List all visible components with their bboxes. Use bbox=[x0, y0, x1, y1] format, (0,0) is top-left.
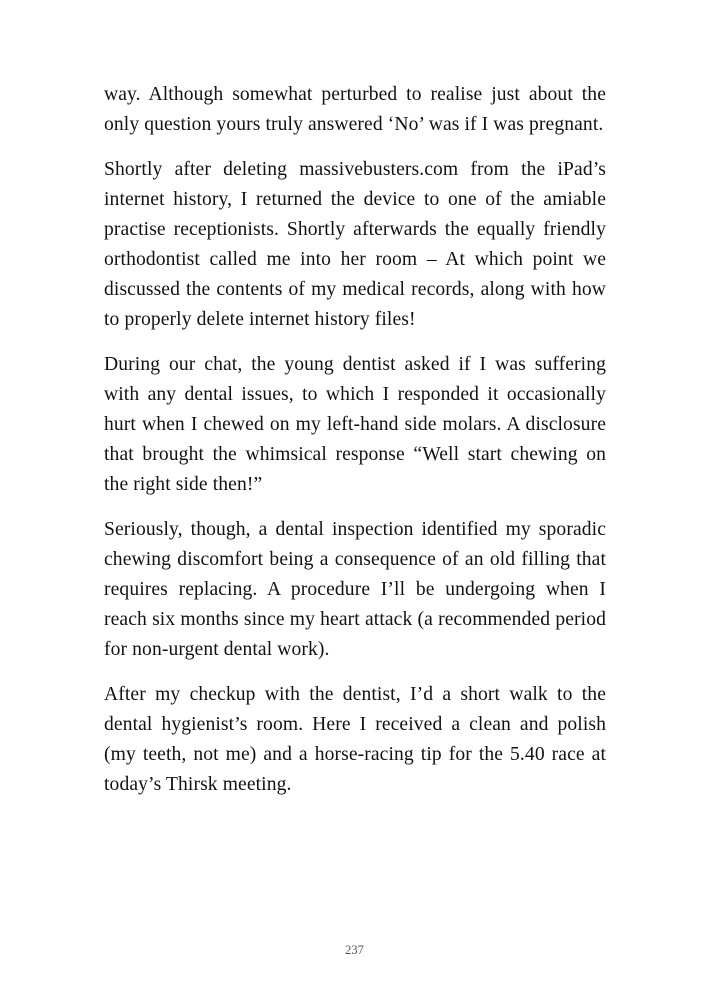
paragraph-2: Shortly after deleting massivebusters.com from the iPad’s internet history, I returned the device to one of the amiable practise receptionists. Shortly afterwards the equally friendly orthodontist called me into her room – At which point we discussed the contents of my medical records, along with how to properly delete internet history files! bbox=[104, 159, 606, 330]
paragraph-5: After my checkup with the dentist, I’d a short walk to the dental hygienist’s room. Here I received a clean and polish (my teeth, not me) and a horse-racing tip for the 5.40 race at today’s Thirsk meeting. bbox=[104, 684, 606, 795]
paragraph-3: During our chat, the young dentist asked if I was suffering with any dental issues, to which I responded it occasionally hurt when I chewed on my left-hand side molars. A disclosure that brought the whimsical response “Well start chewing on the right side then!” bbox=[104, 354, 606, 495]
paragraph-1: way. Although somewhat perturbed to realise just about the only question yours truly answered ‘No’ was if I was pregnant. bbox=[104, 84, 606, 135]
page-number: 237 bbox=[345, 943, 364, 957]
page-text bbox=[104, 80, 606, 800]
paragraph-4: Seriously, though, a dental inspection identified my sporadic chewing discomfort being a consequence of an old filling that requires replacing. A procedure I’ll be undergoing when I reach six months since my heart attack (a recommended period for non-urgent dental work). bbox=[104, 519, 606, 660]
